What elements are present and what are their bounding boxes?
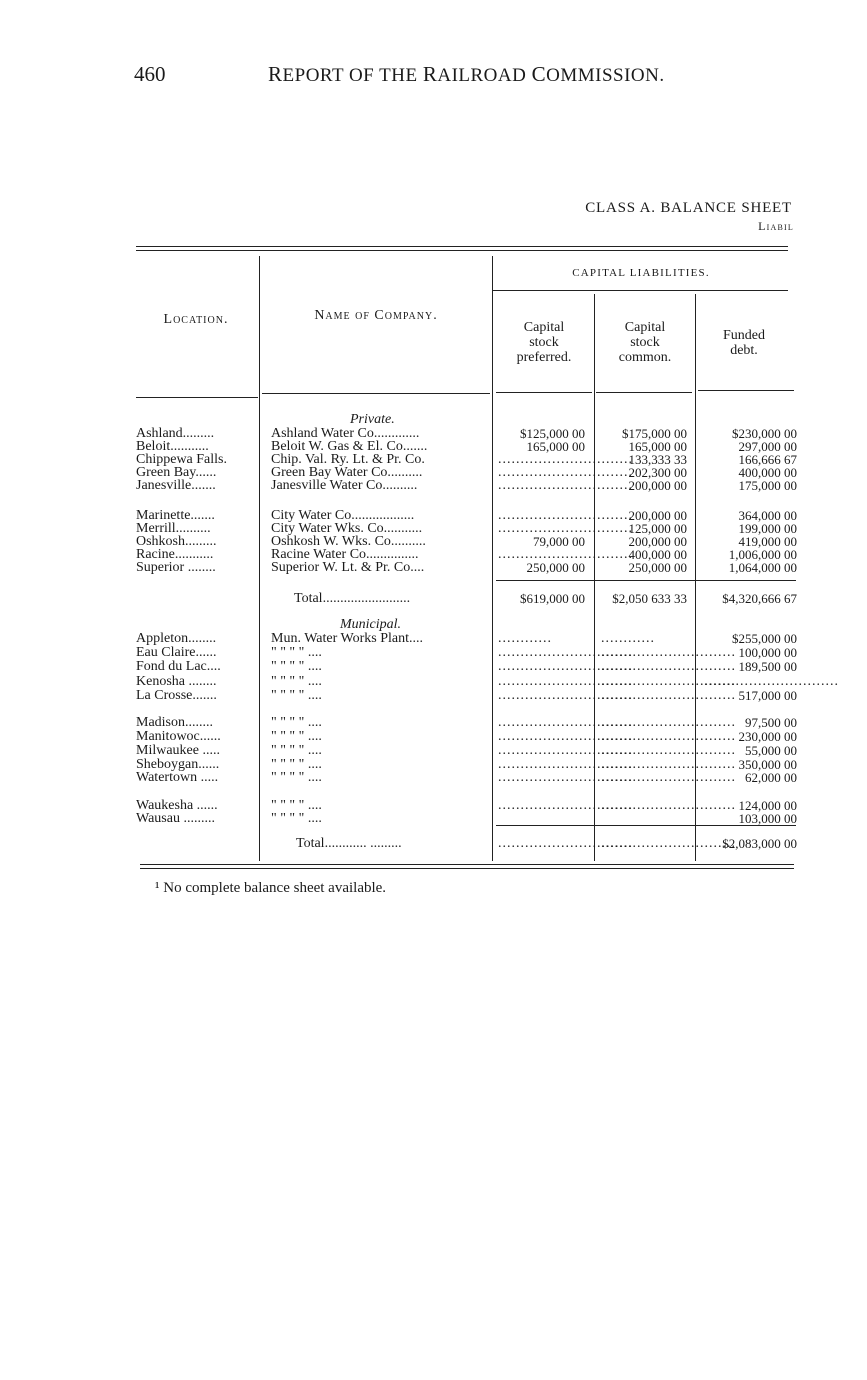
total-funded: $4,320,666 67 xyxy=(722,591,797,606)
cell-preferred: $125,000 00 xyxy=(520,426,585,441)
cell-location: Watertown ..... xyxy=(136,770,219,785)
cell-preferred: 165,000 00 xyxy=(526,439,585,454)
running-title xyxy=(268,62,665,87)
cell-location: La Crosse....... xyxy=(136,688,217,703)
table-top-rule xyxy=(136,250,788,251)
cell-company: Oshkosh W. Wks. Co.......... xyxy=(271,534,426,549)
total-row-private xyxy=(0,592,867,606)
leader-dots: .............................. xyxy=(498,757,633,772)
cell-common: $175,000 00 xyxy=(622,426,687,441)
header-line: Funded xyxy=(723,328,765,343)
leader-dots: .............................. xyxy=(498,743,633,758)
table-bottom-rule xyxy=(140,864,794,865)
leader-dots: .............................. xyxy=(498,770,633,785)
header-line: stock xyxy=(529,335,559,350)
leader-dots: .............................. xyxy=(601,674,736,689)
cell-company: City Water Co.................. xyxy=(271,508,415,523)
cell-funded: 297,000 00 xyxy=(738,439,797,454)
cell-location: Superior ........ xyxy=(136,560,216,575)
running-title-part: OMMISSION. xyxy=(546,65,665,86)
cell-common: 250,000 00 xyxy=(628,560,687,575)
cell-funded: 124,000 00 xyxy=(738,798,797,813)
leader-dots: .............................. xyxy=(601,798,736,813)
cell-location: Racine........... xyxy=(136,547,214,562)
header-line: common. xyxy=(618,350,672,365)
class-subheading: Liabil xyxy=(758,219,794,233)
cell-funded: 62,000 00 xyxy=(745,770,797,785)
cell-funded: 103,000 00 xyxy=(738,811,797,826)
col-header-company: Name of Company. xyxy=(314,308,438,323)
col-header-funded xyxy=(696,328,792,358)
leader-dots: .............................. xyxy=(498,729,633,744)
cell-company: Racine Water Co............... xyxy=(271,547,419,562)
leader-dots: ............ xyxy=(498,631,552,646)
header-bottom-rule xyxy=(136,397,258,398)
leader-dots: .............................. xyxy=(498,715,633,730)
leader-dots: .............................. xyxy=(601,645,736,660)
cell-funded: 517,000 00 xyxy=(738,688,797,703)
cell-funded: $255,000 00 xyxy=(732,631,797,646)
cell-location: Beloit........... xyxy=(136,439,209,454)
table-row xyxy=(0,744,867,758)
leader-dots: ............ xyxy=(601,631,655,646)
cell-location: Chippewa Falls. xyxy=(136,452,227,467)
cell-funded: 419,000 00 xyxy=(738,534,797,549)
header-line: stock xyxy=(630,335,660,350)
cell-location: Marinette....... xyxy=(136,508,215,523)
table-row xyxy=(0,730,867,744)
table-row xyxy=(0,561,867,575)
running-title-part: EPORT OF THE xyxy=(282,65,423,86)
cell-location: Manitowoc...... xyxy=(136,729,221,744)
header-line: Capital xyxy=(624,320,666,335)
table-top-rule xyxy=(136,246,788,247)
cell-common: 165,000 00 xyxy=(628,439,687,454)
cell-common: 202,300 00 xyxy=(628,465,687,480)
class-heading: CLASS A. BALANCE SHEET xyxy=(585,200,792,216)
table-row xyxy=(0,466,867,480)
table-row xyxy=(0,453,867,467)
cell-common: 133,333 33 xyxy=(628,452,687,467)
col-header-preferred xyxy=(494,320,594,365)
total-preferred: $619,000 00 xyxy=(520,591,585,606)
table-row xyxy=(0,509,867,523)
leader-dots: .............................. xyxy=(498,465,633,480)
leader-dots: .............................. xyxy=(498,508,633,523)
cell-company: Mun. Water Works Plant.... xyxy=(271,631,423,646)
section-label-private: Private. xyxy=(350,412,395,427)
cell-company: Janesville Water Co.......... xyxy=(271,478,418,493)
group-header-rule xyxy=(492,290,788,291)
cell-company: " " " " .... xyxy=(271,715,322,730)
table-row xyxy=(0,689,867,703)
cell-location: Kenosha ........ xyxy=(136,674,217,689)
total-rule xyxy=(496,580,796,581)
leader-dots: .............................. xyxy=(704,674,839,689)
cell-location: Eau Claire...... xyxy=(136,645,217,660)
cell-company: " " " " .... xyxy=(271,798,322,813)
cell-common: 200,000 00 xyxy=(628,508,687,523)
cell-location: Janesville....... xyxy=(136,478,216,493)
table-row xyxy=(0,716,867,730)
table-row xyxy=(0,479,867,493)
table-row xyxy=(0,632,867,646)
col-header-location: Location. xyxy=(163,312,229,327)
cell-location: Milwaukee ..... xyxy=(136,743,220,758)
leader-dots: .............................. xyxy=(498,521,633,536)
leader-dots: .............................. xyxy=(498,452,633,467)
cell-location: Merrill.......... xyxy=(136,521,211,536)
cell-location: Ashland......... xyxy=(136,426,215,441)
table-row xyxy=(0,427,867,441)
header-bottom-rule xyxy=(698,390,794,391)
cell-funded: 100,000 00 xyxy=(738,645,797,660)
cell-funded: 55,000 00 xyxy=(745,743,797,758)
table-bottom-rule xyxy=(140,868,794,869)
page-number: 460 xyxy=(134,62,166,86)
cell-funded: 364,000 00 xyxy=(738,508,797,523)
cell-location: Oshkosh......... xyxy=(136,534,217,549)
cell-location: Madison........ xyxy=(136,715,213,730)
running-title-letter: C xyxy=(531,62,547,86)
cell-company: " " " " .... xyxy=(271,811,322,826)
cell-company: Superior W. Lt. & Pr. Co.... xyxy=(271,560,425,575)
leader-dots: .............................. xyxy=(498,798,633,813)
cell-company: City Water Wks. Co........... xyxy=(271,521,423,536)
cell-company: Beloit W. Gas & El. Co....... xyxy=(271,439,428,454)
leader-dots: .............................. xyxy=(601,743,736,758)
leader-dots: .............................. xyxy=(601,836,736,851)
cell-location: Sheboygan...... xyxy=(136,757,220,772)
total-label: Total......................... xyxy=(294,591,411,606)
cell-company: " " " " .... xyxy=(271,659,322,674)
cell-funded: 189,500 00 xyxy=(738,659,797,674)
header-line: preferred. xyxy=(516,350,572,365)
cell-company: Chip. Val. Ry. Lt. & Pr. Co. xyxy=(271,452,425,467)
cell-company: Ashland Water Co............. xyxy=(271,426,420,441)
cell-funded: 400,000 00 xyxy=(738,465,797,480)
header-bottom-rule xyxy=(262,393,490,394)
cell-preferred: 250,000 00 xyxy=(526,560,585,575)
cell-funded: 166,666 67 xyxy=(738,452,797,467)
leader-dots: .............................. xyxy=(601,688,736,703)
cell-company: " " " " .... xyxy=(271,729,322,744)
running-title-letter: R xyxy=(422,62,438,86)
table-row xyxy=(0,799,867,813)
total-label: Total............ ......... xyxy=(296,836,402,851)
cell-funded: $230,000 00 xyxy=(732,426,797,441)
header-line: debt. xyxy=(730,343,758,358)
footnote: ¹ No complete balance sheet available. xyxy=(155,880,387,896)
leader-dots: .............................. xyxy=(601,715,736,730)
header-bottom-rule xyxy=(596,392,692,393)
leader-dots: .............................. xyxy=(498,659,633,674)
total-common: $2,050 633 33 xyxy=(612,591,687,606)
cell-company: " " " " .... xyxy=(271,688,322,703)
col-group-capital-liabilities: CAPITAL LIABILITIES. xyxy=(572,267,710,279)
leader-dots: .............................. xyxy=(498,674,633,689)
leader-dots: .............................. xyxy=(601,770,736,785)
cell-common: 200,000 00 xyxy=(628,478,687,493)
cell-common: 400,000 00 xyxy=(628,547,687,562)
table-row xyxy=(0,522,867,536)
total-funded: $2,083,000 00 xyxy=(722,836,797,851)
cell-funded: 199,000 00 xyxy=(738,521,797,536)
cell-company: " " " " .... xyxy=(271,757,322,772)
cell-company: " " " " .... xyxy=(271,674,322,689)
cell-company: " " " " .... xyxy=(271,743,322,758)
table-row xyxy=(0,771,867,785)
cell-location: Wausau ......... xyxy=(136,811,215,826)
total-row-municipal xyxy=(0,837,867,851)
leader-dots: .............................. xyxy=(498,478,633,493)
table-row xyxy=(0,675,867,689)
cell-company: " " " " .... xyxy=(271,770,322,785)
cell-location: Fond du Lac.... xyxy=(136,659,221,674)
cell-location: Appleton........ xyxy=(136,631,217,646)
leader-dots: .............................. xyxy=(498,645,633,660)
cell-funded: 1,006,000 00 xyxy=(728,547,797,562)
table-row xyxy=(0,812,867,826)
col-header-common xyxy=(595,320,695,365)
cell-funded: 350,000 00 xyxy=(738,757,797,772)
running-title-letter: R xyxy=(268,62,283,86)
cell-company: " " " " .... xyxy=(271,645,322,660)
table-row xyxy=(0,758,867,772)
leader-dots: .............................. xyxy=(601,757,736,772)
leader-dots: .............................. xyxy=(601,659,736,674)
cell-funded: 97,500 00 xyxy=(745,715,797,730)
header-line: Capital xyxy=(523,320,565,335)
table-row xyxy=(0,646,867,660)
cell-preferred: 79,000 00 xyxy=(533,534,585,549)
running-title-part: AILROAD xyxy=(437,65,532,86)
cell-funded: 1,064,000 00 xyxy=(728,560,797,575)
table-row xyxy=(0,440,867,454)
cell-common: 200,000 00 xyxy=(628,534,687,549)
header-bottom-rule xyxy=(496,392,592,393)
cell-common: 125,000 00 xyxy=(628,521,687,536)
cell-funded: 175,000 00 xyxy=(738,478,797,493)
cell-company: Green Bay Water Co.......... xyxy=(271,465,423,480)
cell-funded: 230,000 00 xyxy=(738,729,797,744)
cell-location: Green Bay...... xyxy=(136,465,217,480)
leader-dots: .............................. xyxy=(498,547,633,562)
table-row xyxy=(0,660,867,674)
leader-dots: .............................. xyxy=(498,688,633,703)
leader-dots: .............................. xyxy=(601,729,736,744)
leader-dots: .............................. xyxy=(498,836,633,851)
cell-location: Waukesha ...... xyxy=(136,798,218,813)
section-label-municipal: Municipal. xyxy=(340,617,402,632)
